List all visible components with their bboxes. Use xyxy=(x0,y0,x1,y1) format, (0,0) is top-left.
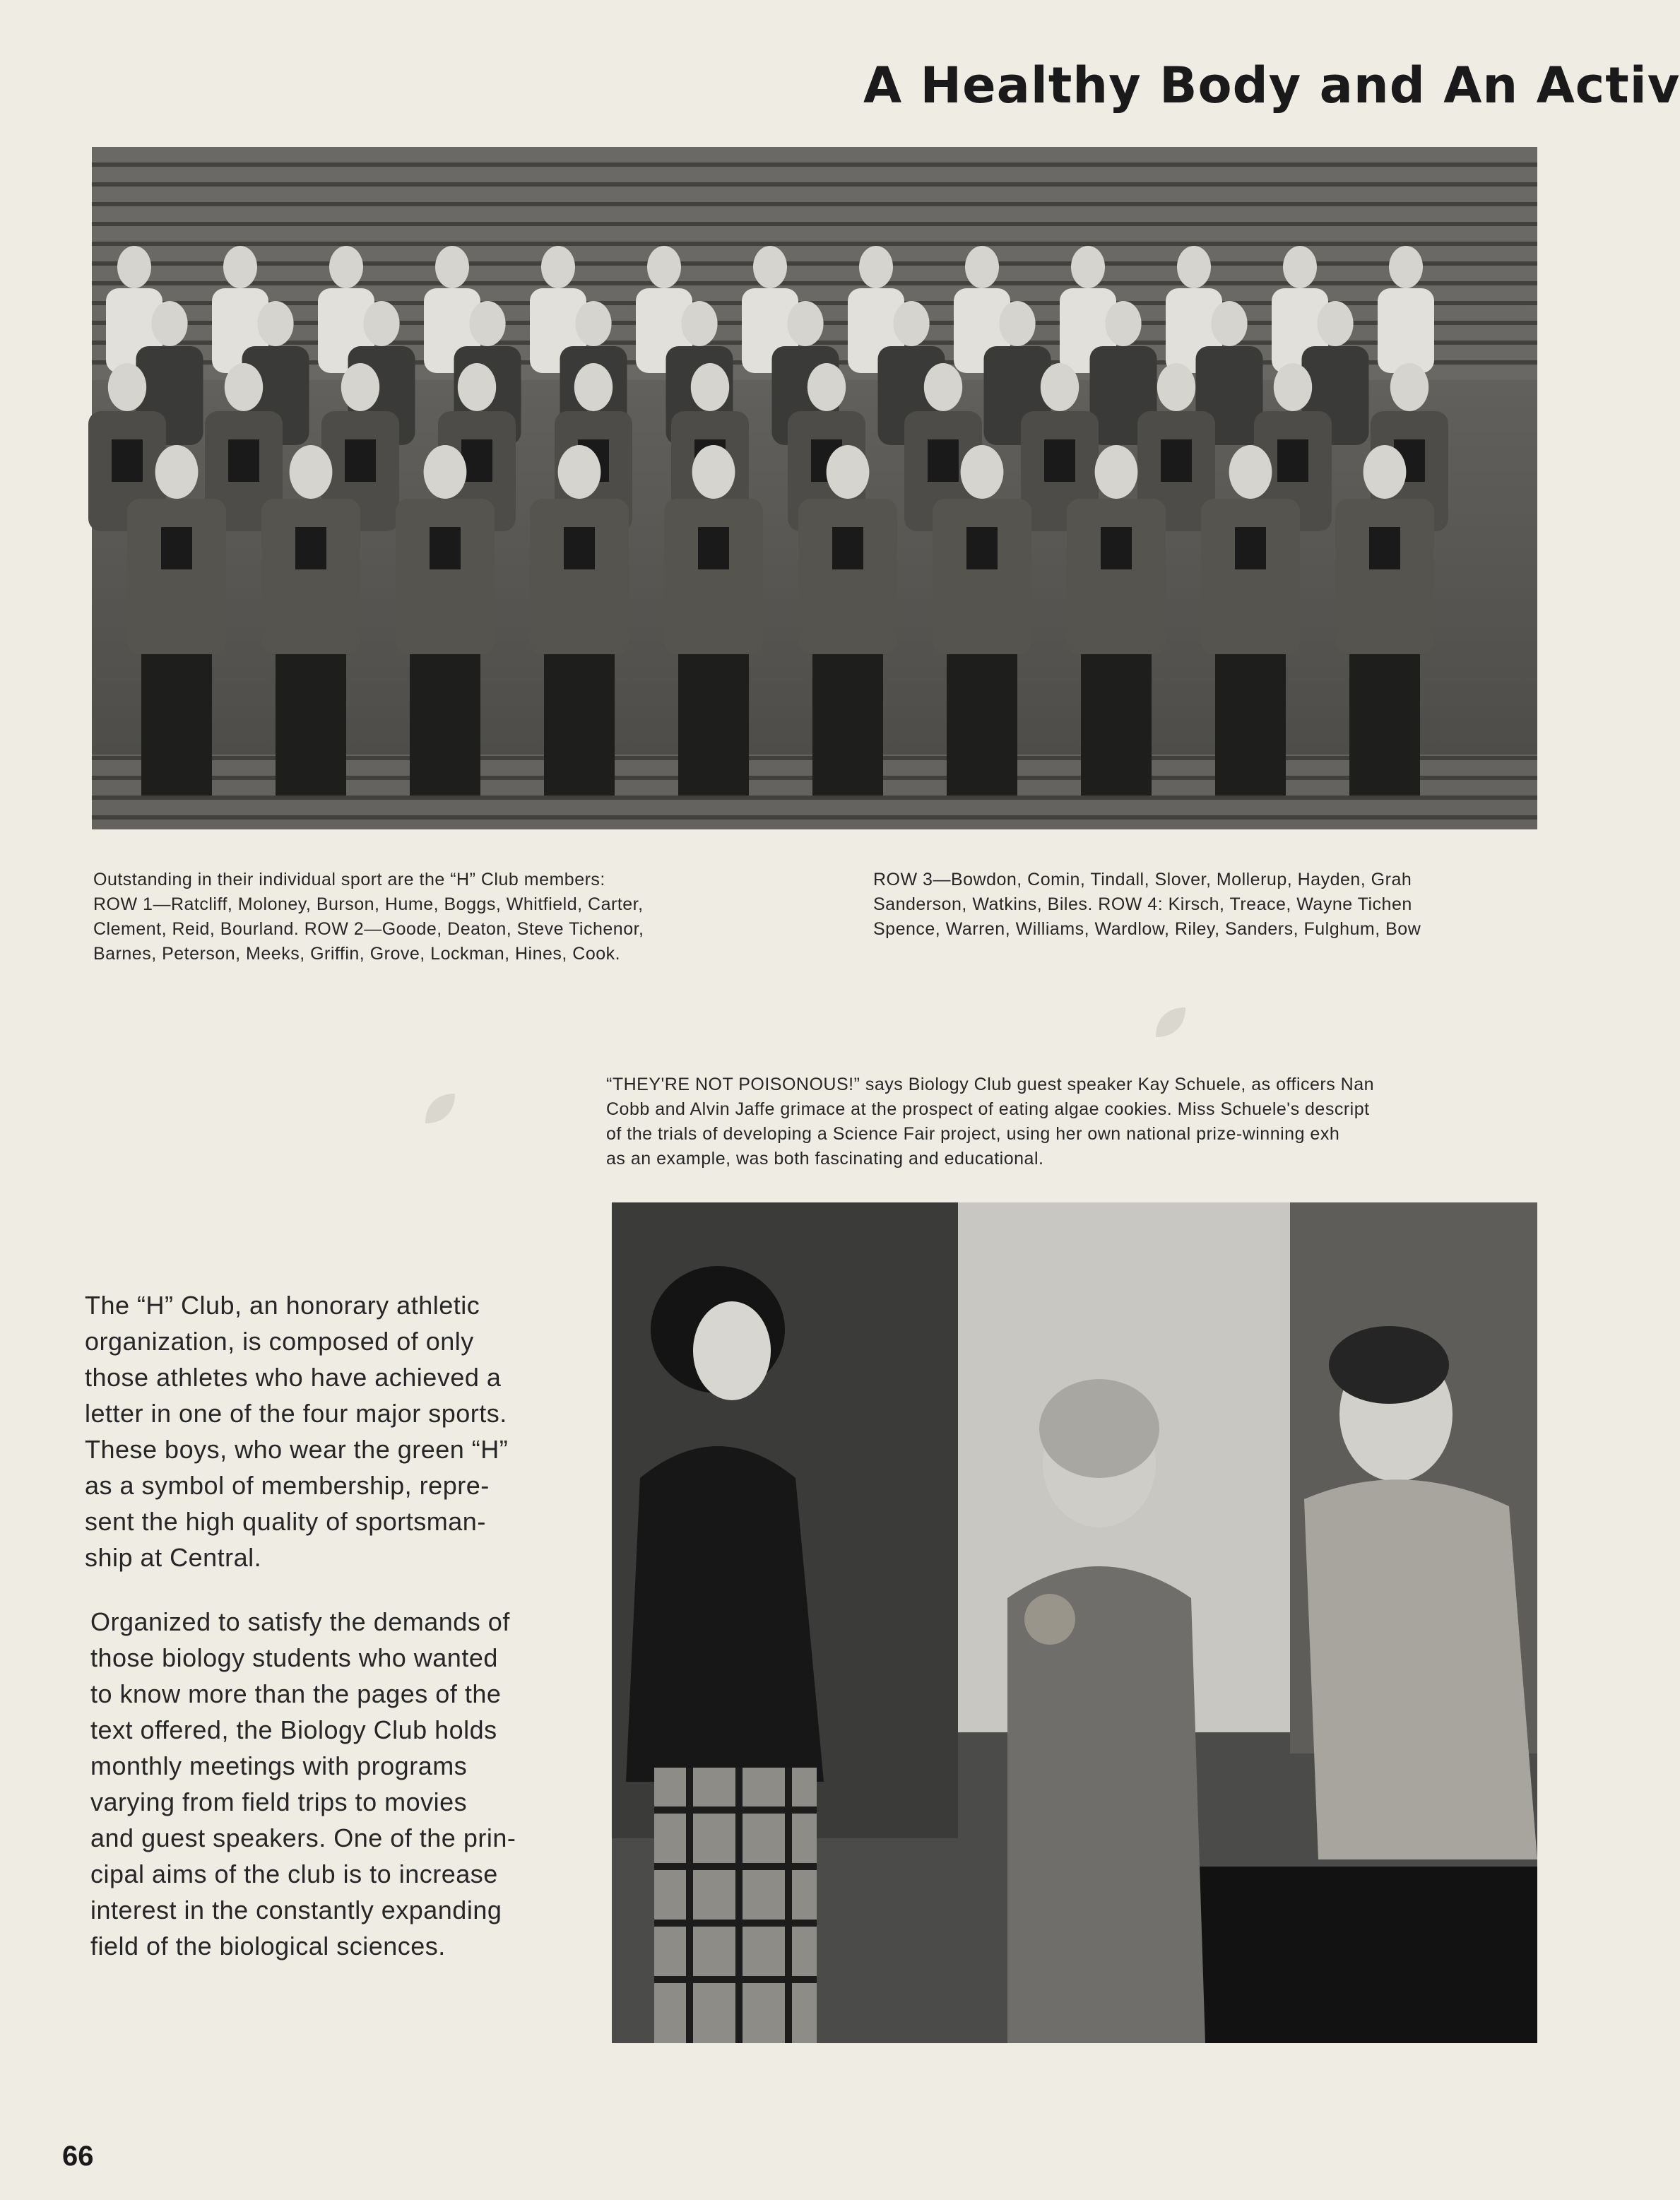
club-member-head xyxy=(753,246,787,288)
club-member-head xyxy=(647,246,681,288)
club-member-legs xyxy=(141,654,212,796)
paragraph-line: These boys, who wear the green “H” xyxy=(85,1435,509,1464)
paragraph-line: to know more than the pages of the xyxy=(90,1679,502,1708)
club-member-head xyxy=(424,445,467,499)
club-member-head xyxy=(363,301,399,346)
paragraph-line: organization, is composed of only xyxy=(85,1327,474,1356)
letter-h-emblem xyxy=(832,527,863,569)
biology-club-photo xyxy=(612,1202,1537,2043)
caption-line: Clement, Reid, Bourland. ROW 2—Goode, Deaton, Steve Tichenor, xyxy=(93,919,644,939)
club-member-legs xyxy=(276,654,346,796)
paragraph-line: as a symbol of membership, repre- xyxy=(85,1471,490,1500)
club-member-head xyxy=(1389,246,1423,288)
paragraph-line: sent the high quality of sportsman- xyxy=(85,1507,486,1536)
paragraph-line: Organized to satisfy the demands of xyxy=(90,1607,510,1636)
club-member-head xyxy=(575,301,611,346)
club-member-head xyxy=(117,246,151,288)
letter-h-emblem xyxy=(966,527,998,569)
page-number: 66 xyxy=(62,2141,94,2172)
biology-club-paragraph xyxy=(90,1604,578,1964)
club-member-legs xyxy=(1081,654,1152,796)
paragraph-line: text offered, the Biology Club holds xyxy=(90,1715,497,1744)
club-member-legs xyxy=(410,654,480,796)
club-member-head xyxy=(151,301,187,346)
club-member-figure xyxy=(1201,499,1300,654)
club-member-head xyxy=(681,301,717,346)
club-member-head xyxy=(1363,445,1407,499)
letter-h-emblem xyxy=(1235,527,1266,569)
caption-line: of the trials of developing a Science Fair project, using her own national prize-winning exh xyxy=(606,1124,1340,1144)
letter-h-emblem xyxy=(345,439,376,482)
letter-h-emblem xyxy=(161,527,192,569)
paragraph-line: those athletes who have achieved a xyxy=(85,1363,502,1392)
club-member-figure xyxy=(396,499,495,654)
club-member-head xyxy=(1274,363,1312,411)
club-member-head xyxy=(827,445,870,499)
club-member-figure xyxy=(798,499,897,654)
club-member-head xyxy=(1041,363,1079,411)
leaf-icon xyxy=(418,1088,461,1130)
caption-line: ROW 1—Ratcliff, Moloney, Burson, Hume, Boggs, Whitfield, Carter, xyxy=(93,894,644,914)
letter-h-emblem xyxy=(1044,439,1075,482)
h-club-paragraph xyxy=(85,1287,565,1575)
club-member-head xyxy=(257,301,293,346)
caption-line: Spence, Warren, Williams, Wardlow, Riley, Sanders, Fulghum, Bow xyxy=(873,919,1421,939)
caption-line: Sanderson, Watkins, Biles. ROW 4: Kirsch, Treace, Wayne Tichen xyxy=(873,894,1412,914)
club-member-head xyxy=(155,445,199,499)
letter-h-emblem xyxy=(228,439,259,482)
club-member-head xyxy=(808,363,846,411)
paragraph-line: and guest speakers. One of the prin- xyxy=(90,1823,516,1852)
h-club-caption-right xyxy=(873,868,1537,942)
paragraph-line: letter in one of the four major sports. xyxy=(85,1399,507,1428)
club-member-head xyxy=(458,363,496,411)
club-member-head xyxy=(787,301,823,346)
club-member-figure xyxy=(127,499,226,654)
club-member-head xyxy=(692,445,735,499)
club-member-legs xyxy=(812,654,883,796)
caption-line: “THEY'RE NOT POISONOUS!” says Biology Club guest speaker Kay Schuele, as officers Nan xyxy=(606,1075,1375,1094)
page-headline: A Healthy Body and An Activ xyxy=(863,57,1680,114)
caption-line: as an example, was both fascinating and educational. xyxy=(606,1149,1044,1169)
club-member-figure xyxy=(1378,288,1434,373)
club-member-head xyxy=(1283,246,1317,288)
paragraph-line: ship at Central. xyxy=(85,1543,262,1572)
club-member-head xyxy=(329,246,363,288)
paragraph-line: monthly meetings with programs xyxy=(90,1751,468,1780)
paragraph-line: those biology students who wanted xyxy=(90,1643,498,1672)
letter-h-emblem xyxy=(1101,527,1132,569)
club-member-figure xyxy=(933,499,1031,654)
letter-h-emblem xyxy=(1161,439,1192,482)
club-member-head xyxy=(1229,445,1272,499)
paragraph-line: cipal aims of the club is to increase xyxy=(90,1859,498,1888)
club-member-head xyxy=(1390,363,1428,411)
club-member-legs xyxy=(544,654,615,796)
club-member-head xyxy=(1211,301,1247,346)
club-member-head xyxy=(1317,301,1353,346)
club-member-head xyxy=(1177,246,1211,288)
club-member-head xyxy=(225,363,263,411)
club-member-head xyxy=(1105,301,1141,346)
club-member-figure xyxy=(530,499,629,654)
h-club-group-photo xyxy=(92,147,1537,829)
club-member-head xyxy=(108,363,146,411)
leaf-icon xyxy=(1149,1002,1191,1044)
club-member-head xyxy=(691,363,729,411)
club-member-head xyxy=(1095,445,1138,499)
paragraph-line: The “H” Club, an honorary athletic xyxy=(85,1291,480,1320)
club-member-head xyxy=(965,246,999,288)
club-member-head xyxy=(469,301,505,346)
club-member-head xyxy=(999,301,1035,346)
h-club-photo-image xyxy=(92,147,1537,829)
club-member-legs xyxy=(1215,654,1286,796)
club-member-head xyxy=(961,445,1004,499)
letter-h-emblem xyxy=(928,439,959,482)
club-member-head xyxy=(1157,363,1195,411)
paragraph-line: field of the biological sciences. xyxy=(90,1932,446,1961)
club-member-head xyxy=(541,246,575,288)
letter-h-emblem xyxy=(564,527,595,569)
club-member-legs xyxy=(1349,654,1420,796)
biology-club-photo-image xyxy=(612,1202,1537,2043)
club-member-legs xyxy=(678,654,749,796)
club-member-figure xyxy=(1335,499,1434,654)
club-member-head xyxy=(223,246,257,288)
club-member-head xyxy=(558,445,601,499)
club-member-legs xyxy=(947,654,1017,796)
h-club-caption-left xyxy=(93,868,786,966)
club-member-head xyxy=(341,363,379,411)
club-member-head xyxy=(893,301,929,346)
club-member-figure xyxy=(664,499,763,654)
club-member-figure xyxy=(1067,499,1166,654)
letter-h-emblem xyxy=(1277,439,1308,482)
letter-h-emblem xyxy=(1369,527,1400,569)
club-member-head xyxy=(1071,246,1105,288)
letter-h-emblem xyxy=(112,439,143,482)
biology-club-caption xyxy=(606,1072,1537,1171)
letter-h-emblem xyxy=(698,527,729,569)
caption-line: Outstanding in their individual sport are the “H” Club members: xyxy=(93,870,605,889)
caption-line: Barnes, Peterson, Meeks, Griffin, Grove, Lockman, Hines, Cook. xyxy=(93,944,621,964)
caption-line: Cobb and Alvin Jaffe grimace at the prospect of eating algae cookies. Miss Schuele's descript xyxy=(606,1099,1370,1119)
letter-h-emblem xyxy=(430,527,461,569)
club-member-head xyxy=(859,246,893,288)
letter-h-emblem xyxy=(295,527,326,569)
paragraph-line: interest in the constantly expanding xyxy=(90,1896,502,1924)
club-member-figure xyxy=(261,499,360,654)
club-member-head xyxy=(574,363,613,411)
paragraph-line: varying from field trips to movies xyxy=(90,1787,468,1816)
caption-line: ROW 3—Bowdon, Comin, Tindall, Slover, Mollerup, Hayden, Grah xyxy=(873,870,1412,889)
club-member-head xyxy=(290,445,333,499)
club-member-head xyxy=(924,363,962,411)
club-member-head xyxy=(435,246,469,288)
